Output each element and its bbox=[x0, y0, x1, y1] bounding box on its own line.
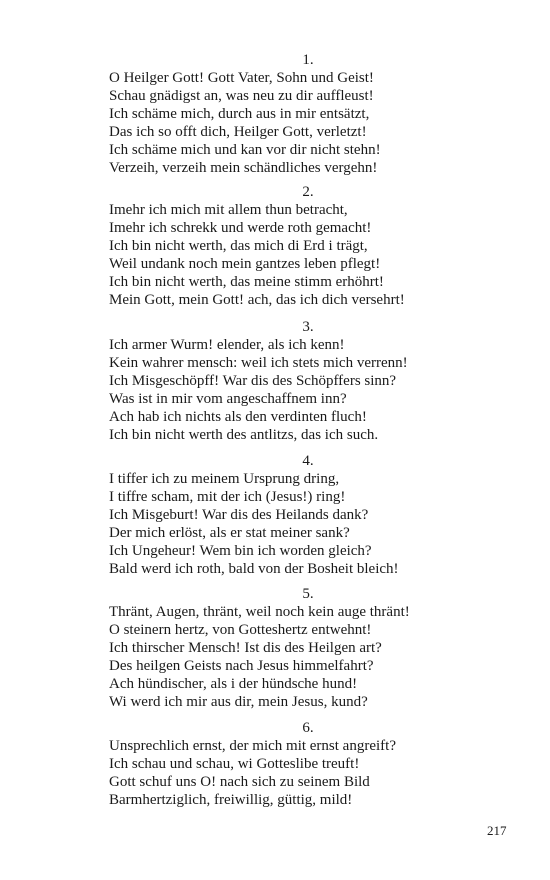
verse-line: Ich bin nicht werth des antlitzs, das ich such. bbox=[109, 427, 379, 443]
stanza-lines bbox=[109, 470, 399, 578]
verse-line: Der mich erlöst, als er stat meiner sank? bbox=[109, 525, 350, 541]
verse-line: Ich schäme mich, durch aus in mir entsätzt, bbox=[109, 106, 370, 122]
stanza-lines bbox=[109, 69, 381, 177]
stanza-number: 5. bbox=[302, 586, 314, 602]
verse-line: O steinern hertz, von Gotteshertz entwehnt! bbox=[109, 622, 372, 638]
stanza-number: 2. bbox=[302, 184, 314, 200]
verse-line: Barmhertziglich, freiwillig, güttig, mild! bbox=[109, 792, 353, 808]
verse-line: Ach hab ich nichts als den verdinten fluch! bbox=[109, 409, 367, 425]
stanza-lines bbox=[109, 336, 408, 444]
verse-line: Unsprechlich ernst, der mich mit ernst angreift? bbox=[109, 738, 396, 754]
verse-line: Imehr ich mich mit allem thun betracht, bbox=[109, 202, 348, 218]
stanza-lines bbox=[109, 603, 410, 711]
verse-line: Ich Misgeburt! War dis des Heilands dank? bbox=[109, 507, 369, 523]
stanza-number: 1. bbox=[302, 52, 314, 68]
stanza-lines bbox=[109, 737, 396, 809]
verse-line: I tiffer ich zu meinem Ursprung dring, bbox=[109, 471, 340, 487]
verse-line: Ich thirscher Mensch! Ist dis des Heilgen art? bbox=[109, 640, 382, 656]
verse-line: Gott schuf uns O! nach sich zu seinem Bild bbox=[109, 774, 370, 790]
stanza-number: 4. bbox=[302, 453, 314, 469]
verse-line: O Heilger Gott! Gott Vater, Sohn und Geist! bbox=[109, 70, 374, 86]
verse-line: Ich armer Wurm! elender, als ich kenn! bbox=[109, 337, 345, 353]
verse-line: Ich bin nicht werth, das mich di Erd i trägt, bbox=[109, 238, 368, 254]
verse-line: Ich Ungeheur! Wem bin ich worden gleich? bbox=[109, 543, 372, 559]
verse-line: Schau gnädigst an, was neu zu dir auffleust! bbox=[109, 88, 374, 104]
verse-line: Ich schau und schau, wi Gotteslibe treuft! bbox=[109, 756, 360, 772]
verse-line: Was ist in mir vom angeschaffnem inn? bbox=[109, 391, 347, 407]
verse-line: Das ich so offt dich, Heilger Gott, verletzt! bbox=[109, 124, 367, 140]
verse-line: I tiffre scham, mit der ich (Jesus!) ring! bbox=[109, 489, 346, 505]
verse-line: Wi werd ich mir aus dir, mein Jesus, kund? bbox=[109, 694, 368, 710]
verse-line: Thränt, Augen, thränt, weil noch kein auge thränt! bbox=[109, 604, 410, 620]
page-number: 217 bbox=[487, 823, 507, 838]
verse-line: Ich Misgeschöpff! War dis des Schöpffers sinn? bbox=[109, 373, 397, 389]
verse-line: Mein Gott, mein Gott! ach, das ich dich versehrt! bbox=[109, 292, 405, 308]
stanza-number: 3. bbox=[302, 319, 314, 335]
verse-line: Ach hündischer, als i der hündsche hund! bbox=[109, 676, 358, 692]
verse-line: Des heilgen Geists nach Jesus himmelfahrt? bbox=[109, 658, 374, 674]
verse-line: Imehr ich schrekk und werde roth gemacht! bbox=[109, 220, 372, 236]
verse-line: Bald werd ich roth, bald von der Bosheit bleich! bbox=[109, 561, 399, 577]
verse-line: Weil undank noch mein gantzes leben pflegt! bbox=[109, 256, 381, 272]
verse-line: Verzeih, verzeih mein schändliches vergehn! bbox=[109, 160, 378, 176]
verse-line: Ich bin nicht werth, das meine stimm erhöhrt! bbox=[109, 274, 384, 290]
stanza-lines bbox=[109, 201, 405, 309]
verse-line: Kein wahrer mensch: weil ich stets mich verrenn! bbox=[109, 355, 408, 371]
verse-line: Ich schäme mich und kan vor dir nicht stehn! bbox=[109, 142, 381, 158]
stanza-number: 6. bbox=[302, 720, 314, 736]
